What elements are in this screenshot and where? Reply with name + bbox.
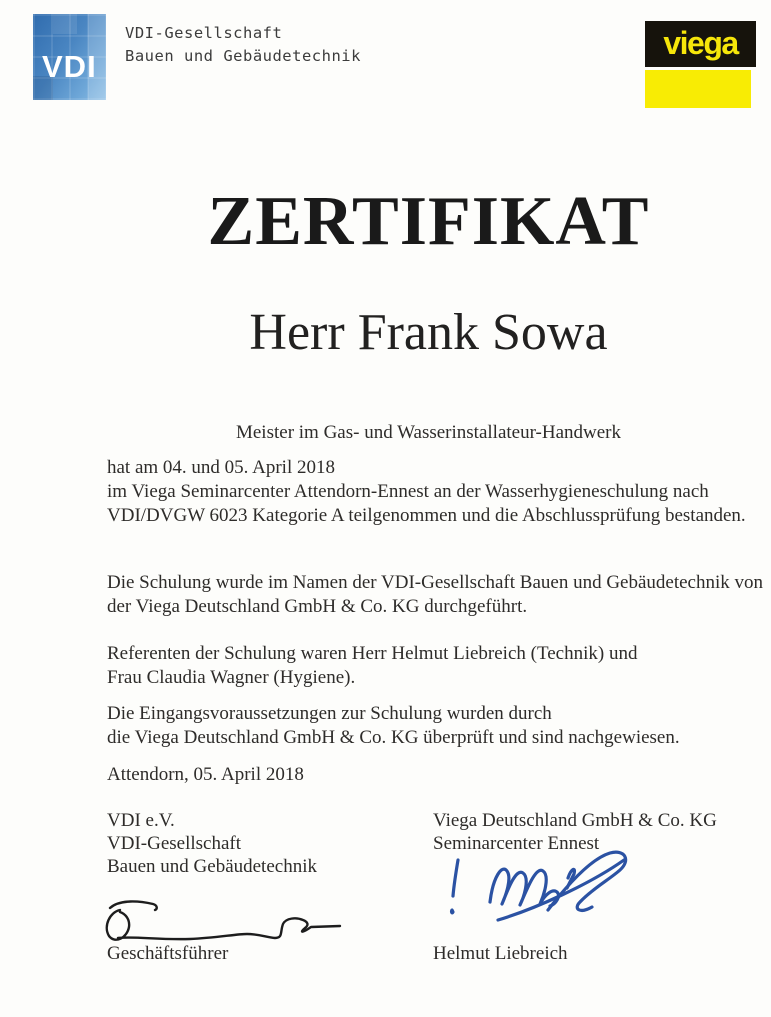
viega-logo [645, 21, 756, 108]
paragraph-conducted [107, 571, 763, 619]
signature-label-geschaeftsfuehrer: Geschäftsführer [107, 943, 229, 964]
text-line: VDI/DVGW 6023 Kategorie A teilgenommen und die Abschlussprüfung bestanden. [107, 505, 746, 526]
signature-label-helmut-liebreich: Helmut Liebreich [433, 943, 568, 964]
text-line: die Viega Deutschland GmbH & Co. KG überprüft und sind nachgewiesen. [107, 727, 680, 748]
recipient-name: Herr Frank Sowa [249, 304, 608, 361]
text-line: im Viega Seminarcenter Attendorn-Ennest an der Wasserhygieneschulung nach [107, 481, 709, 502]
text-line: VDI-Gesellschaft [107, 833, 242, 854]
paragraph-attendance [107, 456, 746, 528]
date-line: Attendorn, 05. April 2018 [107, 764, 304, 785]
text-line: Viega Deutschland GmbH & Co. KG [433, 810, 717, 831]
text-line: hat am 04. und 05. April 2018 [107, 457, 335, 478]
paragraph-prerequisites [107, 702, 680, 750]
text-line: VDI e.V. [107, 810, 175, 831]
viega-logo-text: viega [663, 24, 738, 61]
text-line: Bauen und Gebäudetechnik [107, 856, 317, 877]
text-line: Seminarcenter Ennest [433, 833, 600, 854]
signature-helmut-liebreich-ink [440, 846, 640, 934]
qualification-line: Meister im Gas- und Wasserinstallateur-Handwerk [235, 422, 622, 443]
vdi-org-line1: VDI-Gesellschaft [125, 24, 283, 42]
text-line: der Viega Deutschland GmbH & Co. KG durchgeführt. [107, 596, 528, 617]
text-line: Die Schulung wurde im Namen der VDI-Gesellschaft Bauen und Gebäudetechnik von [107, 572, 764, 593]
text-line: Frau Claudia Wagner (Hygiene). [107, 667, 356, 688]
viega-logo-wordmark [645, 21, 756, 67]
vdi-logo-text: VDI [42, 49, 97, 84]
paragraph-referents [107, 642, 637, 690]
vdi-logo [33, 14, 106, 100]
text-line: Referenten der Schulung waren Herr Helmut Liebreich (Technik) und [107, 643, 638, 664]
vdi-org-name [125, 22, 361, 68]
signer-org-vdi [107, 809, 317, 878]
vdi-logo-tile [53, 14, 77, 34]
signature-geschaeftsfuehrer-ink [96, 876, 346, 946]
certificate-title: ZERTIFIKAT [207, 183, 650, 260]
viega-logo-yellow-bar [645, 70, 751, 108]
vdi-org-line2: Bauen und Gebäudetechnik [125, 47, 361, 65]
text-line: Die Eingangsvoraussetzungen zur Schulung wurden durch [107, 703, 552, 724]
